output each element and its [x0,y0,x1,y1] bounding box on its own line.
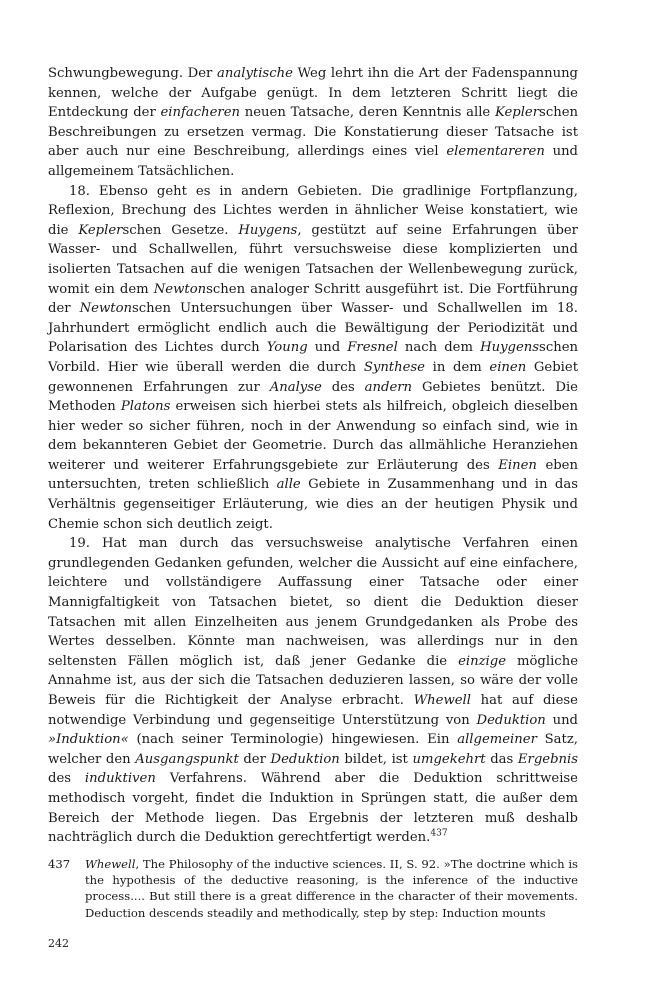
paragraph-18: 18. Ebenso geht es in andern Gebieten. Die gradlinige Fortpflanzung, Reflexion, Brechung des Lichtes werden in ähnlicher Weise konstatiert, wie die Keplerschen Gesetze. Huygens, gestützt auf seine Erfahrungen über Wasser- und Schallwellen, führt versuchsweise diese komplizierten und isolierten Tatsachen auf die wenigen Tatsachen der Wellenbewegung zurück, womit ein dem Newtonschen analoger Schritt ausgeführt ist. Die Fortführung der Newtonschen Untersuchungen über Wasser- und Schallwellen im 18. Jahrhundert ermöglicht endlich auch die Bewältigung der Periodizität und Polarisation des Lichtes durch Young und Fresnel nach dem Huygensschen Vorbild. Hier wie überall werden die durch Synthese in dem einen Gebiet gewonnenen Erfahrungen zur Analyse des andern Gebietes benützt. Die Methoden Platons erweisen sich hierbei stets als hilfreich, obgleich dieselben hier weder so sicher führen, noch in der Anwendung so einfach sind, wie in dem bekannteren Gebiet der Geometrie. Durch das allmähliche Heranziehen weiterer und weiterer Erfahrungsgebiete zur Erläuterung des Einen eben untersuchten, treten schließlich alle Gebiete in Zusammenhang und in das Verhältnis gegenseitiger Erläuterung, wie dies an der heutigen Physik und Chemie schon sich deutlich zeigt. [48,183,579,532]
footnote [48,856,578,921]
paragraph: Schwungbewegung. Der analytische Weg lehrt ihn die Art der Fadenspannung kennen, welche der Aufgabe genügt. In dem letzteren Schritt liegt die Entdeckung der einfacheren neuen Tatsache, deren Kenntnis alle Keplerschen Beschreibungen zu ersetzen vermag. Die Konstatierung dieser Tatsache ist aber auch nur eine Beschreibung, allerdings eines viel elementareren und allgemeinem Tatsächlichen. [48,66,579,179]
footnote-text: Whewell, The Philosophy of the inductive sciences. II, S. 92. »The doctrine which is the hypothesis of the deductive reasoning, is the inference of the inductive process.... But still there is a great difference in the character of their movements. Deduction descends steadily and methodically, step by step: Induction mounts [85,857,578,920]
page-number: 242 [48,937,69,950]
footnote-reference: 437 [430,828,448,839]
main-text [48,64,578,848]
footnote-number: 437 [48,857,71,871]
paragraph-19: 19. Hat man durch das versuchsweise analytische Verfahren einen grundlegenden Gedanken gefunden, welcher die Aussicht auf eine einfachere, leichtere und vollständigere Auffassung einer Tatsache oder einer Mannigfaltigkeit von Tatsachen bietet, so dient die Deduktion dieser Tatsachen mit allen Einzelheiten aus jenem Grundgedanken als Probe des Wertes desselben. Könnte man nachweisen, was allerdings nur in den seltensten Fällen möglich ist, daß jener Gedanke die einzige mögliche Annahme ist, aus der sich die Tatsachen deduzieren lassen, so wäre der volle Beweis für die Richtigkeit der Analyse erbracht. Whewell hat auf diese notwendige Verbindung und gegenseitige Unterstützung von Deduktion und »Induktion« (nach seiner Terminologie) hingewiesen. Ein allgemeiner Satz, welcher den Ausgangspunkt der Deduktion bildet, ist umgekehrt das Ergebnis des induktiven Verfahrens. Während aber die Deduktion schrittweise methodisch vorgeht, findet die Induktion in Sprüngen statt, die außer dem Bereich der Methode liegen. Das Ergebnis der letzteren muß deshalb nachträglich durch die Deduktion gerechtfertigt werden.$^{437}$ [48,536,578,846]
